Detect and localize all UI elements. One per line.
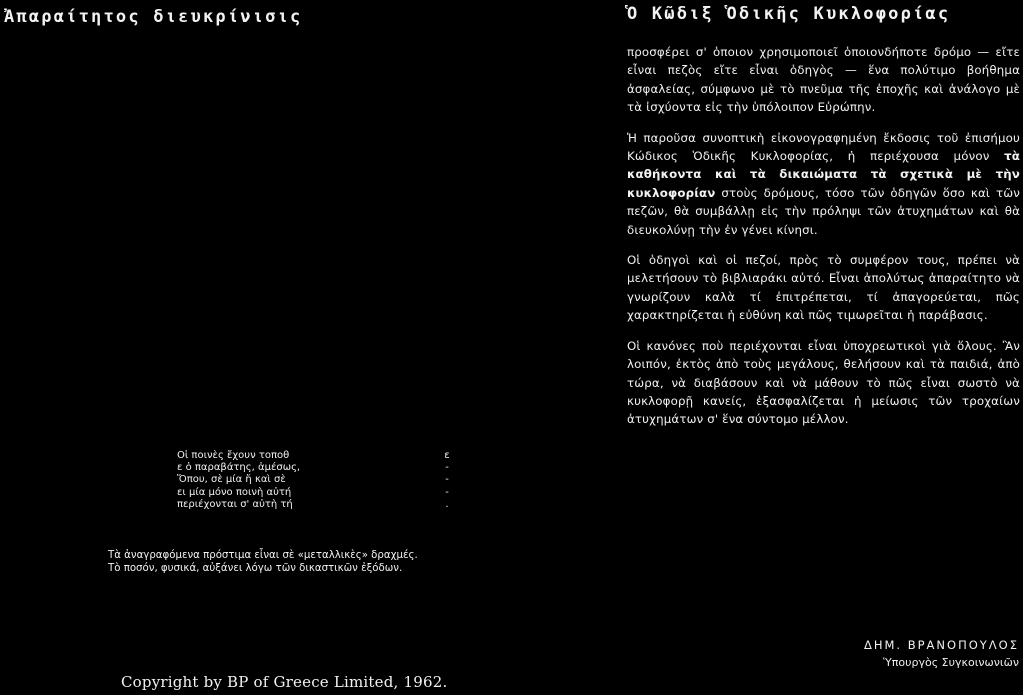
fragment-mark: - xyxy=(445,486,449,498)
copyright-notice: Copyright by BP of Greece Limited, 1962. xyxy=(121,673,448,691)
signature-name: ΔΗΜ. ΒΡΑΝΟΠΟΥΛΟΣ xyxy=(863,638,1019,652)
fragment-line: Ὅπου, σὲ μία ἤ καὶ σὲ xyxy=(177,474,286,486)
fragment-mark: . xyxy=(445,498,449,510)
note-line: Τὰ ἀναγραφόμενα πρόστιμα εἶναι σὲ «μεταλλικὲς» δραχμές. xyxy=(108,550,418,561)
fragment-mark: - xyxy=(445,462,449,474)
fragment-line: Οἱ ποινὲς ἔχουν τοποθ xyxy=(177,450,290,461)
fines-note xyxy=(108,549,418,575)
fragment-line: ε ὁ παραβάτης, ἀμέσως, xyxy=(177,462,301,474)
emphasis-text: τὰ καθήκοντα καὶ τὰ δικαιώματα τὰ σχετικὰ μὲ τὴν κυκλοφορίαν xyxy=(627,149,1020,200)
left-page-heading: Ἀπαραίτητος διευκρίνισις xyxy=(4,7,303,27)
foreword-paragraph xyxy=(627,129,1020,239)
fragment-mark: ε xyxy=(444,450,450,461)
fragment-mark: - xyxy=(445,474,449,486)
paragraph-text: στοὺς δρόμους, τόσο τῶν ὁδηγῶν ὅσο καὶ τῶν πεζῶν, θὰ συμβάλλῃ εἰς τὴν πρόληψι τῶν ἀτυχημάτων καὶ θὰ διευκολύνῃ τὴν ἐν γένει κίνησι. xyxy=(627,185,1020,237)
fragment-line: ει μία μόνο ποινὴ αὐτή xyxy=(177,486,292,498)
penalty-fragment xyxy=(177,450,347,511)
signature-block xyxy=(827,638,1019,669)
paragraph-text: Ἡ παροῦσα συνοπτικὴ εἰκονογραφημένη ἔκδοσις τοῦ ἐπισήμου Κώδικος Ὁδικῆς Κυκλοφορίας, ἡ περιέχουσα μόνον xyxy=(627,130,1020,164)
note-line: Τὸ ποσόν, φυσικά, αὐξάνει λόγω τῶν δικαστικῶν ἐξόδων. xyxy=(108,563,403,574)
fragment-marks xyxy=(441,450,453,511)
right-page-heading: Ὁ Κῶδιξ Ὁδικῆς Κυκλοφορίας xyxy=(627,4,951,24)
fragment-line: περιέχονται σ' αὐτὴ τή xyxy=(177,498,293,510)
signature-title: Ὑπουργὸς Συγκοινωνιῶν xyxy=(883,656,1019,669)
foreword-paragraph: Οἱ κανόνες ποὺ περιέχονται εἶναι ὑποχρεωτικοὶ γιὰ ὅλους. Ἂν λοιπόν, ἐκτὸς ἀπὸ τοὺς μεγάλους, θελήσουν καὶ τὰ παιδιά, ἀπὸ τώρα, νὰ διαβάσουν καὶ νὰ μάθουν τὸ πῶς εἶναι σωστὸ νὰ κυκλοφορῇ κανείς, ἐξασφαλίζεται ἡ μείωσις τῶν τροχαίων ἀτυχημάτων σ' ἕνα σύντομο μέλλον. xyxy=(627,338,1020,427)
foreword-paragraph: προσφέρει σ' ὁποιον χρησιμοποιεῖ ὁποιονδήποτε δρόμο — εἴτε εἶναι πεζὸς εἴτε εἶναι ὁδηγὸς — ἕνα πολύτιμο βοήθημα ἀσφαλείας, σύμφωνο μὲ τὸ πνεῦμα τῆς ἐποχῆς καὶ ἀνάλογο μὲ τὰ ἰσχύοντα εἰς τὴν ὑπόλοιπον Εὐρώπην. xyxy=(627,45,1020,115)
foreword-text xyxy=(627,43,1020,429)
foreword-paragraph: Οἱ ὁδηγοὶ καὶ οἱ πεζοί, πρὸς τὸ συμφέρον τους, πρέπει νὰ μελετήσουν τὸ βιβλιαράκι αὐτό. Εἶναι ἀπολύτως ἀπαραίτητο νὰ γνωρίζουν καλὰ τί ἐπιτρέπεται, τί ἀπαγορεύεται, πῶς χαρακτηρίζεται ἡ εὐθύνη καὶ πῶς τιμωρεῖται ἡ παράβασις. xyxy=(627,253,1020,323)
